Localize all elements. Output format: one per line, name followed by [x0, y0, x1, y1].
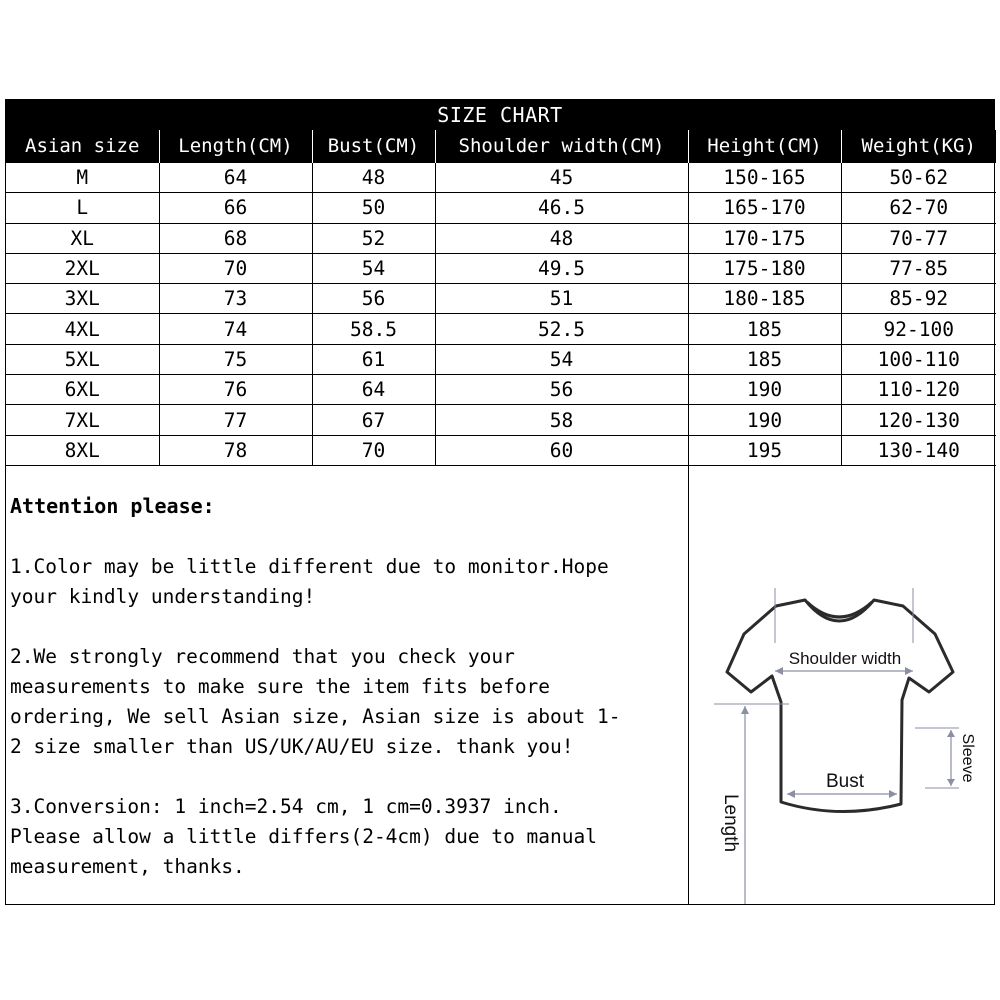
table-cell: 175-180 — [688, 253, 841, 283]
table-cell: 49.5 — [435, 253, 688, 283]
size-cell: 4XL — [6, 314, 159, 344]
table-cell: 85-92 — [841, 284, 996, 314]
sleeve-label: Sleeve — [959, 733, 976, 783]
column-header: Shoulder width(CM) — [435, 130, 688, 163]
table-cell: 130-140 — [841, 435, 996, 465]
note-item: 1.Color may be little different due to monitor.Hope your kindly understanding! — [10, 555, 609, 608]
size-cell: 3XL — [6, 284, 159, 314]
table-cell: 52.5 — [435, 314, 688, 344]
table-cell: 46.5 — [435, 193, 688, 223]
table-cell: 78 — [159, 435, 312, 465]
table-cell: 70 — [159, 253, 312, 283]
table-cell: 77 — [159, 405, 312, 435]
table-cell: 150-165 — [688, 163, 841, 193]
note-item: 2.We strongly recommend that you check your measurements to make sure the item fits before ordering, We sell Asian size, Asian size is about 1- 2 size smaller than US/UK/AU/EU size. thank you! — [10, 645, 621, 758]
table-cell: 50-62 — [841, 163, 996, 193]
table-cell: 165-170 — [688, 193, 841, 223]
table-cell: 170-175 — [688, 223, 841, 253]
attention-notes — [6, 464, 689, 904]
table-row — [6, 375, 996, 405]
table-cell: 180-185 — [688, 284, 841, 314]
table-cell: 62-70 — [841, 193, 996, 223]
size-cell: M — [6, 163, 159, 193]
table-cell: 75 — [159, 344, 312, 374]
column-header: Length(CM) — [159, 130, 312, 163]
table-row — [6, 314, 996, 344]
table-cell: 190 — [688, 405, 841, 435]
column-header: Asian size — [6, 130, 159, 163]
notes-heading: Attention please: — [10, 494, 215, 518]
table-row — [6, 284, 996, 314]
tshirt-diagram — [689, 464, 994, 904]
table-cell: 67 — [312, 405, 435, 435]
table-cell: 54 — [435, 344, 688, 374]
table-cell: 195 — [688, 435, 841, 465]
table-cell: 48 — [435, 223, 688, 253]
column-header: Weight(KG) — [841, 130, 996, 163]
table-cell: 73 — [159, 284, 312, 314]
table-row — [6, 163, 996, 193]
size-cell: XL — [6, 223, 159, 253]
table-row — [6, 435, 996, 465]
table-cell: 185 — [688, 314, 841, 344]
size-chart — [5, 99, 995, 905]
table-cell: 56 — [312, 284, 435, 314]
table-cell: 64 — [159, 163, 312, 193]
shoulder-width-label: Shoulder width — [788, 649, 902, 668]
table-cell: 52 — [312, 223, 435, 253]
table-cell: 74 — [159, 314, 312, 344]
table-cell: 92-100 — [841, 314, 996, 344]
size-cell: 2XL — [6, 253, 159, 283]
size-cell: 8XL — [6, 435, 159, 465]
table-cell: 185 — [688, 344, 841, 374]
size-cell: 6XL — [6, 375, 159, 405]
column-header: Height(CM) — [688, 130, 841, 163]
table-cell: 54 — [312, 253, 435, 283]
table-cell: 120-130 — [841, 405, 996, 435]
size-cell: 5XL — [6, 344, 159, 374]
tshirt-measurement-icon — [689, 464, 994, 904]
column-header: Bust(CM) — [312, 130, 435, 163]
table-cell: 56 — [435, 375, 688, 405]
table-cell: 77-85 — [841, 253, 996, 283]
table-cell: 48 — [312, 163, 435, 193]
table-cell: 64 — [312, 375, 435, 405]
table-row — [6, 223, 996, 253]
table-cell: 66 — [159, 193, 312, 223]
table-cell: 50 — [312, 193, 435, 223]
table-row — [6, 193, 996, 223]
table-cell: 70-77 — [841, 223, 996, 253]
chart-title: SIZE CHART — [6, 100, 994, 130]
size-cell: L — [6, 193, 159, 223]
table-cell: 70 — [312, 435, 435, 465]
length-label: Length — [720, 793, 741, 853]
bust-label: Bust — [825, 771, 865, 792]
table-cell: 60 — [435, 435, 688, 465]
table-cell: 58.5 — [312, 314, 435, 344]
table-row — [6, 405, 996, 435]
table-cell: 76 — [159, 375, 312, 405]
table-cell: 51 — [435, 284, 688, 314]
size-table — [6, 130, 996, 466]
table-row — [6, 253, 996, 283]
note-item: 3.Conversion: 1 inch=2.54 cm, 1 cm=0.3937 inch. Please allow a little differs(2-4cm) due to manual measurement, thanks. — [10, 795, 597, 878]
table-row — [6, 344, 996, 374]
table-cell: 45 — [435, 163, 688, 193]
table-cell: 61 — [312, 344, 435, 374]
table-cell: 110-120 — [841, 375, 996, 405]
table-cell: 190 — [688, 375, 841, 405]
table-cell: 58 — [435, 405, 688, 435]
table-cell: 68 — [159, 223, 312, 253]
table-cell: 100-110 — [841, 344, 996, 374]
table-header-row — [6, 130, 996, 163]
size-cell: 7XL — [6, 405, 159, 435]
